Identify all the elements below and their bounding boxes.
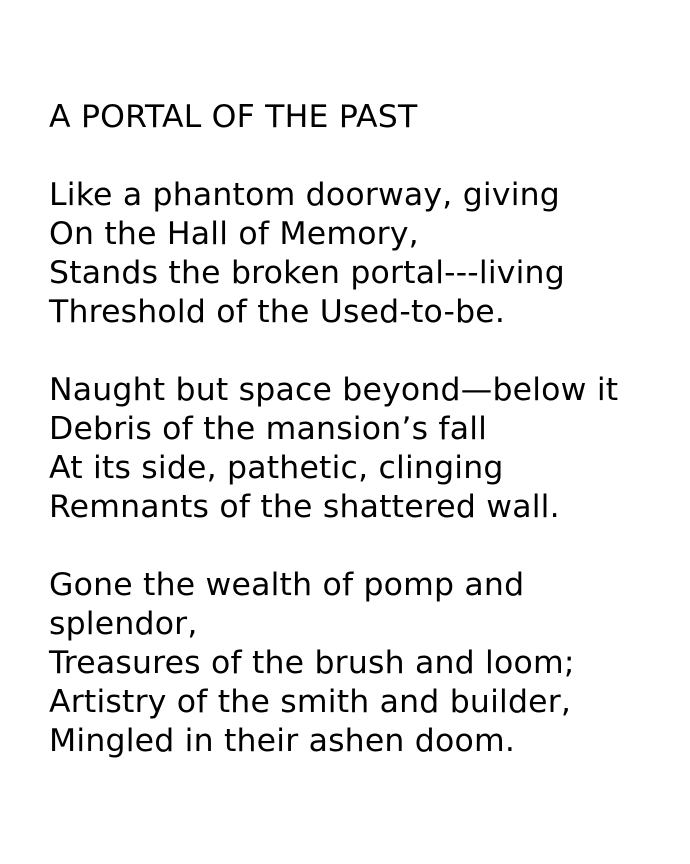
poem-line: Debris of the mansion’s fall [49, 411, 488, 447]
poem-line: splendor, [49, 606, 198, 642]
poem-line: Threshold of the Used-to-be. [49, 294, 506, 330]
poem-line: Like a phantom doorway, giving [49, 177, 560, 213]
stanza-3 [49, 566, 679, 761]
poem-line: Treasures of the brush and loom; [49, 645, 575, 681]
poem-line: Artistry of the smith and builder, [49, 684, 572, 720]
poem-title: A PORTAL OF THE PAST [49, 99, 418, 135]
poem-line: Mingled in their ashen doom. [49, 723, 516, 759]
poem-line: At its side, pathetic, clinging [49, 450, 504, 486]
poem-line: Stands the broken portal---living [49, 255, 565, 291]
poem-line: On the Hall of Memory, [49, 216, 419, 252]
poem-line: Naught but space beyond—below it [49, 372, 619, 408]
poem-page [49, 98, 679, 800]
stanza-1 [49, 176, 679, 332]
stanza-2 [49, 371, 679, 527]
poem-line: Gone the wealth of pomp and [49, 567, 525, 603]
poem-line: Remnants of the shattered wall. [49, 489, 560, 525]
